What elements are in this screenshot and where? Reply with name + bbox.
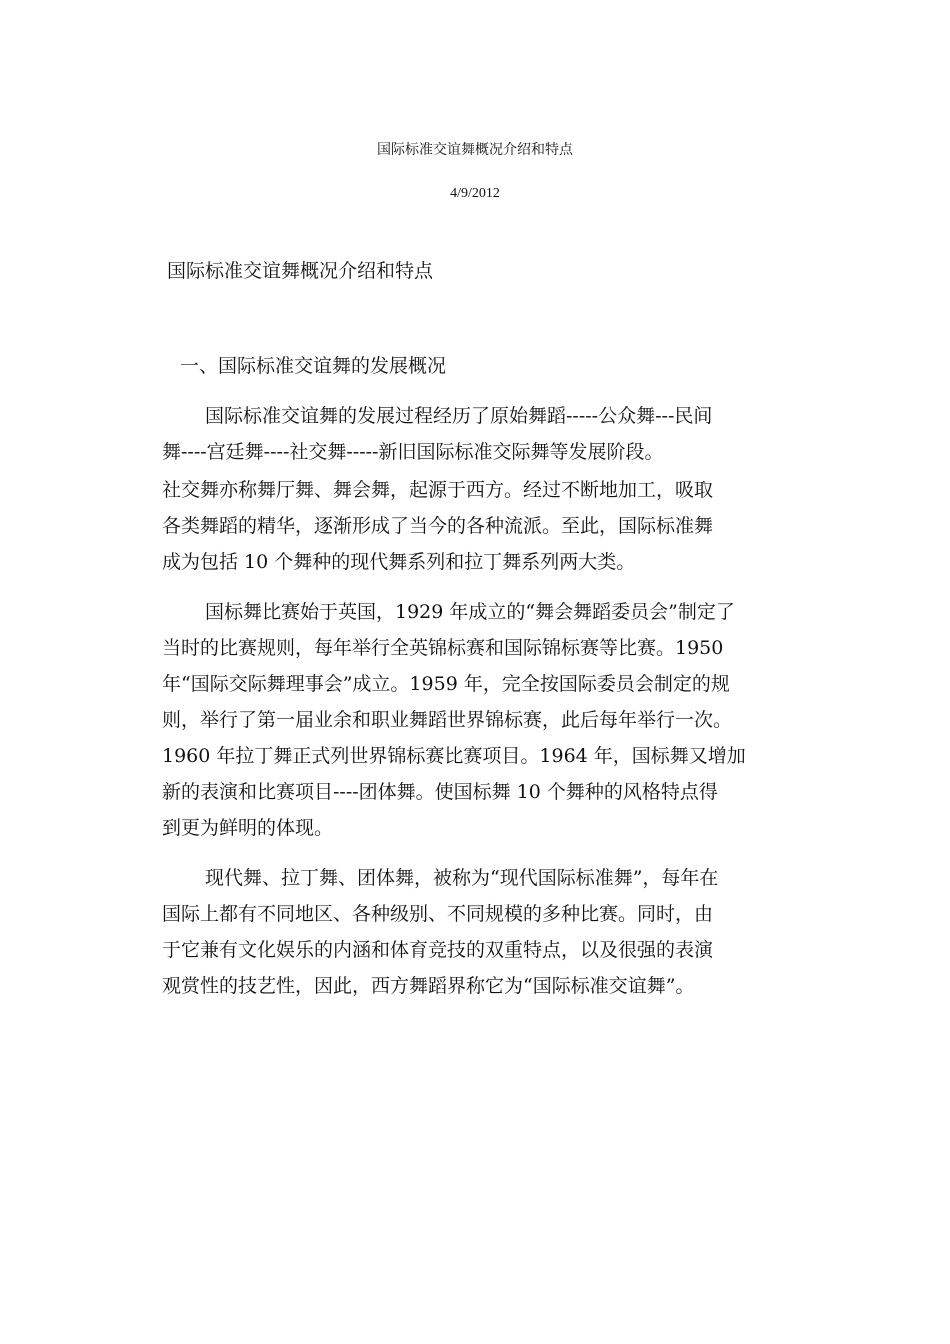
paragraph-4 [162,860,792,1004]
text-line: 舞----宫廷舞----社交舞-----新旧国际标准交际舞等发展阶段。 [162,441,664,463]
text-line: 于它兼有文化娱乐的内涵和体育竞技的双重特点，以及很强的表演 [162,939,714,961]
paragraph-1 [162,398,792,470]
header-title: 国际标准交谊舞概况介绍和特点 [377,142,573,158]
document-title: 国际标准交谊舞概况介绍和特点 [167,260,434,282]
section-heading: 一、国际标准交谊舞的发展概况 [180,355,447,377]
text-line: 新的表演和比赛项目----团体舞。使国标舞 10 个舞种的风格特点得 [162,781,718,803]
text-line: 1960 年拉丁舞正式列世界锦标赛比赛项目。1964 年，国标舞又增加 [162,745,746,767]
text-line: 则，举行了第一届业余和职业舞蹈世界锦标赛，此后每年举行一次。 [162,709,733,731]
text-line: 国际上都有不同地区、各种级别、不同规模的多种比赛。同时，由 [162,903,714,925]
header-date: 4/9/2012 [450,186,500,201]
text-line: 当时的比赛规则，每年举行全英锦标赛和国际锦标赛等比赛。1950 [162,637,724,659]
text-line: 国标舞比赛始于英国，1929 年成立的“舞会舞蹈委员会”制定了 [205,601,735,623]
body-text [162,398,792,1004]
text-line: 国际标准交谊舞的发展过程经历了原始舞蹈-----公众舞---民间 [205,405,713,427]
text-line: 成为包括 10 个舞种的现代舞系列和拉丁舞系列两大类。 [162,551,636,573]
paragraph-gap [162,846,792,860]
paragraph-gap [162,580,792,594]
text-line: 年“国际交际舞理事会”成立。1959 年，完全按国际委员会制定的规 [162,673,730,695]
paragraph-2 [162,472,792,580]
paragraph-3 [162,594,792,846]
text-line: 现代舞、拉丁舞、团体舞，被称为“现代国际标准舞”，每年在 [205,867,719,889]
text-line: 观赏性的技艺性，因此，西方舞蹈界称它为“国际标准交谊舞”。 [162,975,695,997]
text-line: 到更为鲜明的体现。 [162,817,334,839]
text-line: 社交舞亦称舞厅舞、舞会舞，起源于西方。经过不断地加工，吸取 [162,479,714,501]
text-line: 各类舞蹈的精华，逐渐形成了当今的各种流派。至此，国际标准舞 [162,515,714,537]
